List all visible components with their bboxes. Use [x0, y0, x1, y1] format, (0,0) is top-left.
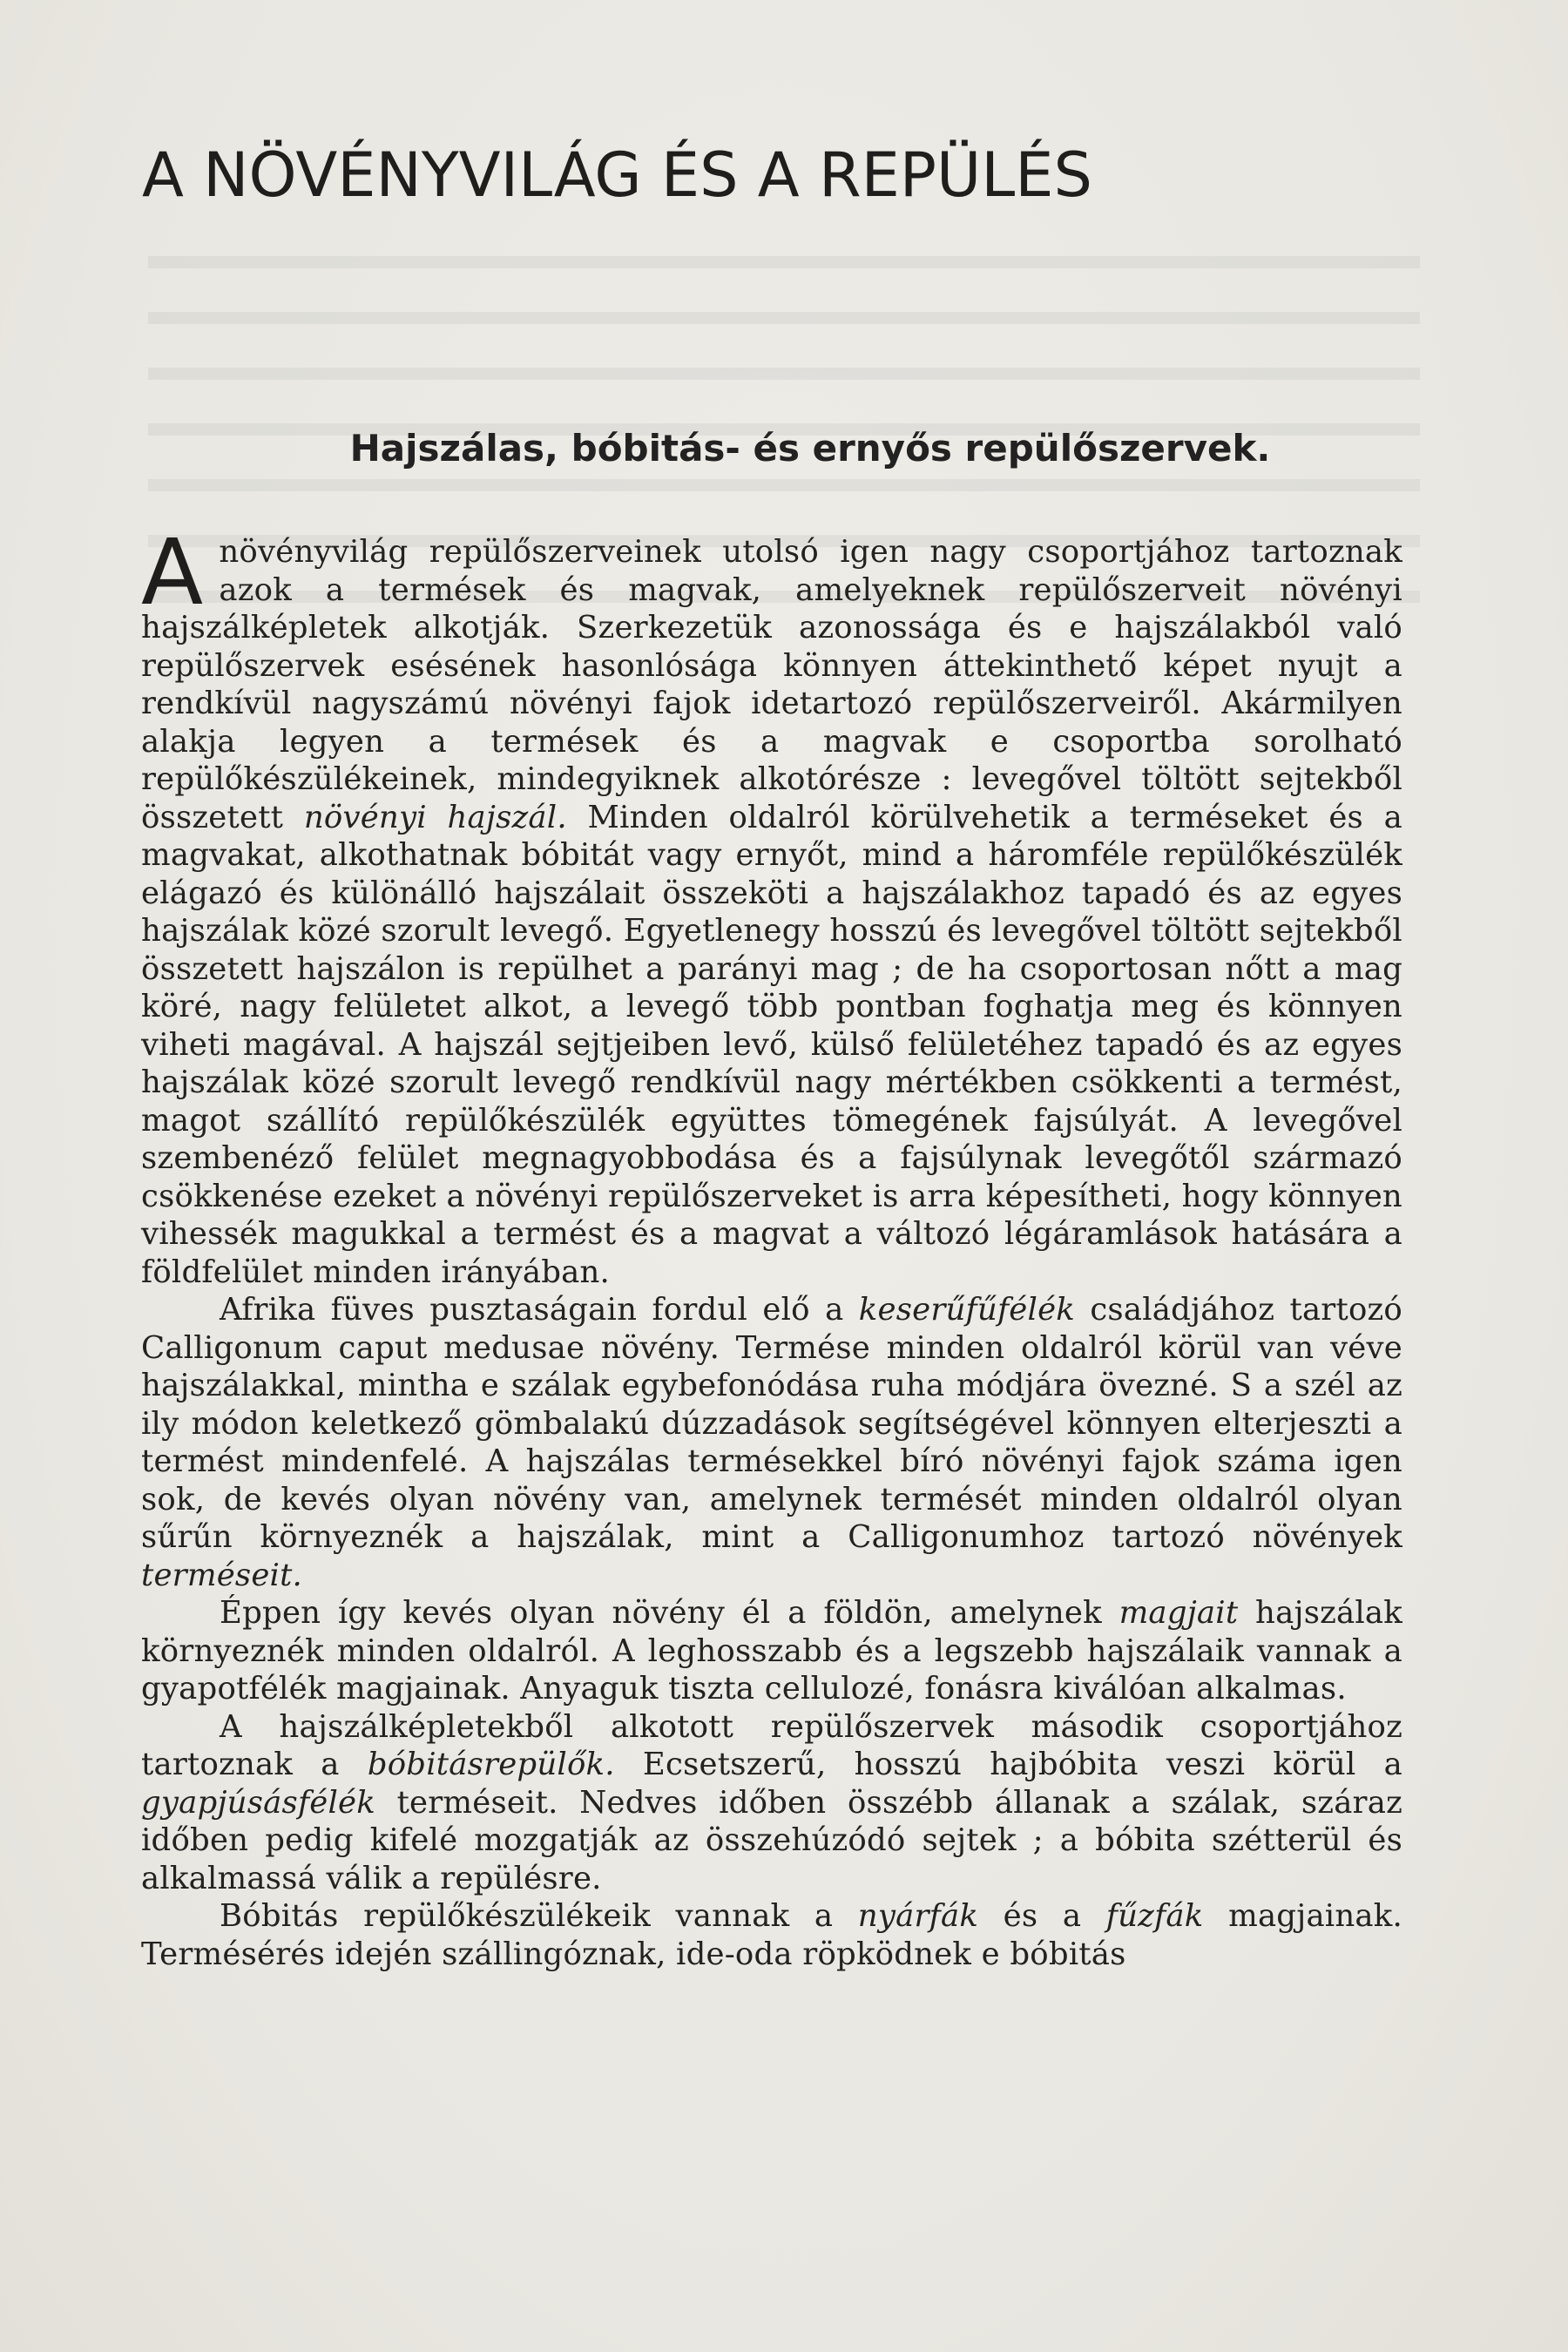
paragraph [141, 519, 1402, 1291]
body-text [141, 519, 1403, 1973]
section-title: Hajszálas, bóbitás- és ernyős repülőszervek. [349, 427, 1271, 470]
text-segment: Éppen így kevés olyan növény él a földön, amelynek [220, 1595, 1119, 1631]
italic-term: fűzfák [1105, 1898, 1204, 1934]
italic-term: növényi hajszál. [303, 799, 567, 835]
text-segment: A hajszálképletekből alkotott repülőszervek második csoportjához tartoznak a [141, 1708, 1402, 1782]
paragraph [141, 1594, 1402, 1708]
text-segment: Ecsetszerű, hosszú hajbóbita veszi körül a [614, 1747, 1402, 1782]
italic-term: nyárfák [857, 1898, 979, 1934]
text-segment: Afrika füves pusztaságain fordul elő a [220, 1292, 859, 1328]
text-segment: növényvilág repülőszerveinek utolsó igen nagy csoportjához tartoznak azok a termések és magvak, amelyeknek repülőszerveit növényi hajszálképletek alkotják. Szerkezetük azonossága és e hajszálakból való repülőszervek esésének hasonlósága könnyen áttekinthető képet nyujt a rendkívül nagyszámú növényi fajok idetartozó repülőszerveiről. Akármilyen alakja legyen a termések és a magvak e csoportba sorolható repülőkészülékeinek, mindegyiknek alkotórésze : levegővel töltött sejtekből összetett [141, 534, 1402, 835]
text-segment: és a [978, 1898, 1106, 1934]
text-segment: magjainak. Termésérés idején szállingóznak, ide-oda röpködnek e bóbitás [141, 1898, 1402, 1972]
text-segment: Bóbitás repülőkészülékeik vannak a [220, 1898, 858, 1934]
drop-cap: A [141, 519, 204, 625]
italic-term: gyapjúsásfélék [141, 1784, 375, 1821]
paragraph [141, 1708, 1402, 1898]
text-segment: Minden oldalról körülvehetik a terméseket és a magvakat, alkothatnak bóbitát vagy ernyőt, mind a háromféle repülőkészülék elágazó és különálló hajszálait összeköti a hajszálakhoz tapadó és az egyes hajszálak közé szorult levegő. Egyetlenegy hosszú és levegővel töltött sejtekből összetett hajszálon is repülhet a parányi mag ; de ha csoportosan nőtt a mag köré, nagy felületet alkot, a levegő több pontban foghatja meg és könnyen viheti magával. A hajszál sejtjeiben levő, külső felületéhez tapadó és az egyes hajszálak közé szorult levegő rendkívül nagy mértékben csökkenti a termést, magot szállító repülőkészülék együttes tömegének fajsúlyát. A levegővel szembenéző felület megnagyobbodása és a fajsúlynak levegőtől származó csökkenése ezeket a növényi repülőszerveket is arra képesítheti, hogy könnyen vihessék magukkal a termést és a magvat a változó légáramlások hatására a földfelület minden irányában. [141, 799, 1402, 1290]
italic-term: terméseit. [141, 1557, 303, 1593]
text-segment: hajszálak környeznék minden oldalról. A leghosszabb és a legszebb hajszálaik vannak a gyapotfélék magjainak. Anyaguk tiszta cellulozé, fonásra kiválóan alkalmas. [141, 1595, 1403, 1707]
text-segment: családjához tartozó Calligonum caput medusae növény. Termése minden oldalról körül van véve hajszálakkal, mintha e szálak egybefonódása ruha módjára övezné. S a szél az ily módon keletkező gömbalakú dúzzadások segítségével könnyen elterjeszti a termést mindenfelé. A hajszálas termésekkel bíró növényi fajok száma igen sok, de kevés olyan növény van, amelynek termését minden oldalról olyan sűrűn környeznék a hajszálak, mint a Calligonumhoz tartozó növények [141, 1292, 1402, 1555]
italic-term: magjait [1119, 1595, 1239, 1631]
paragraph [141, 1897, 1402, 1973]
italic-term: bóbitásrepülők. [367, 1747, 615, 1782]
chapter-title: A NÖVÉNYVILÁG ÉS A REPÜLÉS [142, 139, 1092, 211]
italic-term: keserűfűfélék [858, 1292, 1075, 1328]
paragraph [141, 1291, 1402, 1594]
text-segment: terméseit. Nedves időben összébb állanak a szálak, száraz időben pedig kifelé mozgatják az összehúzódó sejtek ; a bóbita szétterül és alkalmassá válik a repülésre. [141, 1784, 1402, 1896]
